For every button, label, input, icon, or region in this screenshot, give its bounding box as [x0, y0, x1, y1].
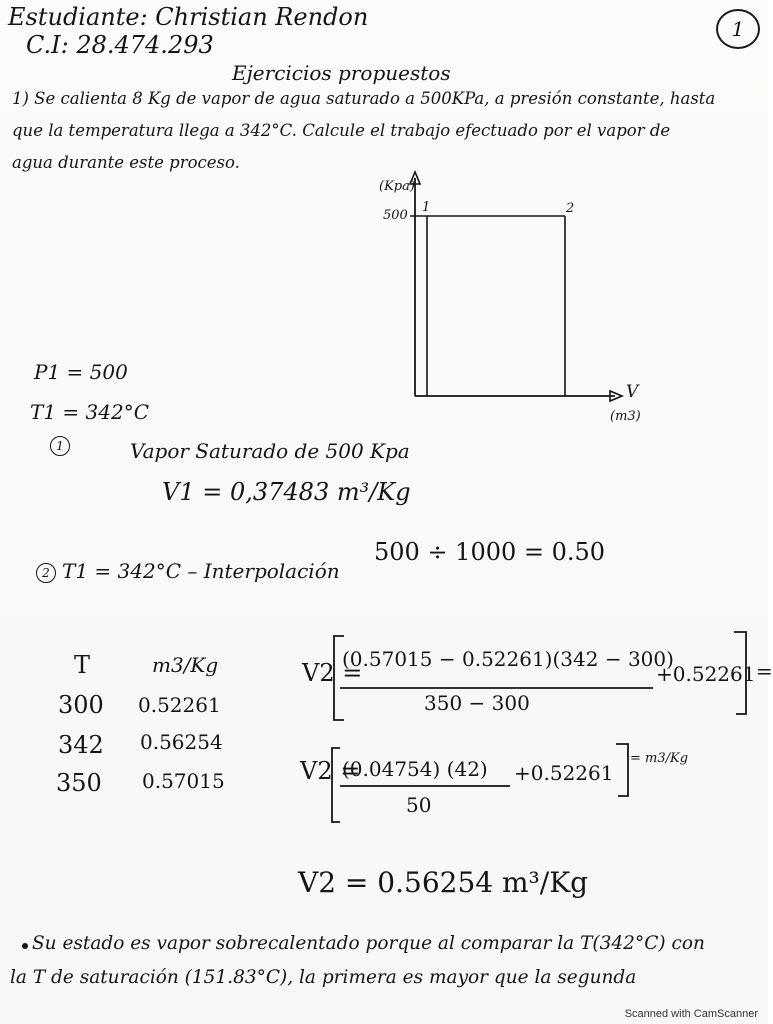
pv-diagram	[370, 168, 660, 433]
result-v2: V2 = 0.56254 m³/Kg	[298, 866, 589, 899]
point-2-label: 2	[566, 201, 575, 216]
y-axis-unit: (Kpa)	[379, 179, 415, 194]
given-p1: P1 = 500	[34, 360, 128, 384]
formula-1-plus: +0.52261	[656, 662, 756, 686]
statement-line-3: agua durante este proceso.	[12, 153, 240, 172]
formula-2-brackets	[326, 740, 646, 830]
given-t1: T1 = 342°C	[30, 400, 150, 424]
scanner-watermark: Scanned with CamScanner	[624, 1008, 758, 1020]
x-axis-label: V	[626, 382, 639, 402]
table-header-volume: m3/Kg	[152, 653, 219, 677]
point-1-label: 1	[422, 200, 431, 215]
conclusion-line-1: Su estado es vapor sobrecalentado porque al comparar la T(342°C) con	[32, 933, 705, 954]
table-row-3-v: 0.57015	[142, 769, 225, 793]
formula-2-lhs: V2 =	[300, 757, 361, 785]
formula-1-denominator: 350 − 300	[424, 691, 530, 715]
formula-2-plus: +0.52261	[514, 761, 614, 785]
formula-2-denominator: 50	[406, 793, 432, 817]
step-1-title: Vapor Saturado de 500 Kpa	[130, 439, 410, 463]
statement-line-1: 1) Se calienta 8 Kg de vapor de agua saturado a 500KPa, a presión constante, hasta	[12, 89, 716, 108]
step-1-v1: V1 = 0,37483 m³/Kg	[162, 478, 411, 506]
page-number: 1	[716, 9, 760, 49]
formula-1-numerator: (0.57015 − 0.52261)(342 − 300)	[342, 647, 674, 671]
step-2-marker: 2	[36, 563, 56, 583]
conclusion-bullet	[22, 943, 28, 949]
formula-1-lhs: V2 =	[302, 659, 363, 687]
student-id: C.I: 28.474.293	[26, 31, 214, 59]
student-name: Estudiante: Christian Rendon	[8, 3, 369, 31]
table-header-t: T	[74, 651, 91, 679]
conclusion-line-2: la T de saturación (151.83°C), la primera es mayor que la segunda	[10, 967, 637, 988]
x-axis-unit: (m3)	[610, 409, 641, 424]
formula-2-unit: = m3/Kg	[630, 751, 689, 766]
table-row-2-t: 342	[58, 731, 104, 759]
y-axis-tick-500: 500	[383, 208, 408, 223]
table-row-3-t: 350	[56, 769, 102, 797]
step-1-marker: 1	[50, 436, 70, 456]
table-row-2-v: 0.56254	[140, 730, 223, 754]
exercise-title: Ejercicios propuestos	[232, 61, 451, 85]
statement-line-2: que la temperatura llega a 342°C. Calcule el trabajo efectuado por el vapor de	[12, 121, 671, 140]
table-row-1-v: 0.52261	[138, 693, 221, 717]
pressure-conversion: 500 ÷ 1000 = 0.50	[374, 538, 606, 566]
formula-2-numerator: (0.04754) (42)	[342, 757, 488, 781]
step-2-title: T1 = 342°C – Interpolación	[62, 559, 340, 583]
formula-1-equals: =	[756, 659, 773, 683]
table-row-1-t: 300	[58, 691, 104, 719]
